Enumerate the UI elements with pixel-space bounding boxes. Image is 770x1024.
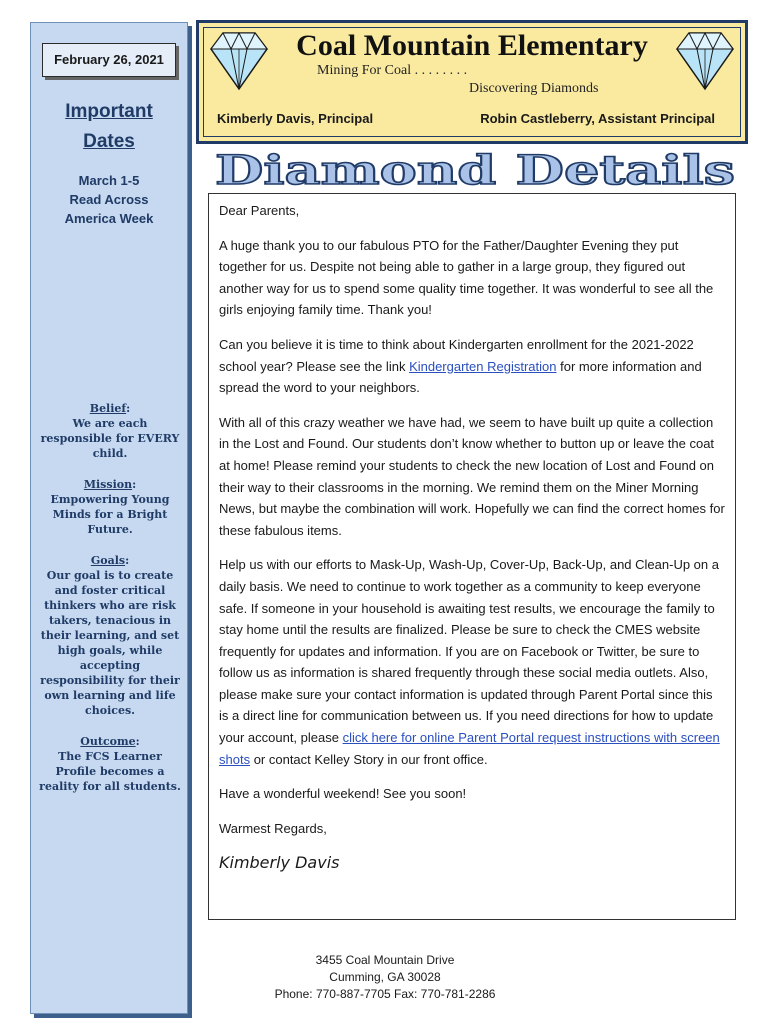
newsletter-masthead xyxy=(212,146,738,196)
school-name: Coal Mountain Elementary xyxy=(296,29,648,62)
school-values xyxy=(39,401,181,810)
principal-letter xyxy=(208,193,736,920)
letter-paragraph: With all of this crazy weather we have had, we seem to have built up quite a collection in the Lost and Found. Our students don’t know whether to button up or leave the coat at home! Please remind your students to check the new location of Lost and Found on their way to their classrooms in the morning. We remind them on the Miner Morning News, but maybe the combination will work. Hopefully we can find the correct homes for these fabulous items. xyxy=(219,414,725,538)
belief-text: We are each responsible for EVERY child. xyxy=(40,417,180,460)
address-line: 3455 Coal Mountain Drive xyxy=(315,953,455,967)
goals-heading: Goals xyxy=(90,554,126,567)
goals-text: Our goal is to create and foster critical thinkers who are risk takers, tenacious in their learning, and set high goals, while accepting responsibility for their own learning and life choices. xyxy=(40,569,180,717)
principal-name: Kimberly Davis, Principal xyxy=(217,111,374,126)
address-line: Cumming, GA 30028 xyxy=(329,970,441,984)
belief-block: Belief: We are each responsible for EVERY child. xyxy=(40,402,180,460)
outcome-block: Outcome: The FCS Learner Profile becomes a reality for all students. xyxy=(39,735,181,793)
goals-block: Goals: Our goal is to create and foster critical thinkers who are risk takers, tenacious in their learning, and set high goals, while accepting responsibility for their own learning and life choices. xyxy=(40,554,180,717)
letter-paragraph: A huge thank you to our fabulous PTO for the Father/Daughter Evening they put together for us. Despite not being able to gather in a large group, they figured out another way for us to spend some quality time together. It was wonderful to see all the girls enjoying family time. Thank you! xyxy=(219,237,714,318)
belief-heading: Belief xyxy=(89,402,127,415)
principal-signature: Kimberly Davis xyxy=(219,853,340,873)
newsletter-date: February 26, 2021 xyxy=(42,43,176,77)
sidebar xyxy=(30,22,188,1014)
letter-closing: Warmest Regards, xyxy=(219,820,327,836)
school-header xyxy=(196,20,748,144)
kindergarten-registration-link[interactable]: Kindergarten Registration xyxy=(409,358,557,374)
assistant-principal-name: Robin Castleberry, Assistant Principal xyxy=(480,111,715,126)
letter-paragraph: Can you believe it is time to think about Kindergarten enrollment for the 2021-2022 school year? Please see the link Kindergarten Registration for more information and spread the word to your neighbors. xyxy=(219,336,702,396)
outcome-text: The FCS Learner Profile becomes a reality for all students. xyxy=(39,750,181,793)
diamond-icon xyxy=(675,29,735,91)
school-address-footer xyxy=(210,952,560,1003)
phone-fax: Phone: 770-887-7705 Fax: 770-781-2286 xyxy=(274,987,496,1001)
letter-paragraph: Have a wonderful weekend! See you soon! xyxy=(219,786,467,802)
important-dates-title: Important Dates xyxy=(65,101,153,152)
parent-portal-instructions-link[interactable]: click here for online Parent Portal request instructions with screen shots xyxy=(219,730,720,767)
important-date-event: March 1-5 Read Across America Week xyxy=(64,173,154,226)
masthead-title: Diamond Details xyxy=(215,147,735,194)
letter-greeting: Dear Parents, xyxy=(219,203,300,218)
mission-heading: Mission xyxy=(83,478,133,491)
mission-text: Empowering Young Minds for a Bright Future. xyxy=(50,493,170,536)
letter-paragraph: Help us with our efforts to Mask-Up, Wash-Up, Cover-Up, Back-Up, and Clean-Up on a daily basis. We need to continue to work together as a community to keep everyone safe. If someone in your household is awaiting test results, we encourage the family to stay home until the results are finalized. Please be sure to check the CMES website frequently for updates and information. If you are on Facebook or Twitter, be sure to follow us as information is shared frequently through these social media outlets. Also, please make sure your contact information is updated through Parent Portal since this is a direct line for communication between us. If you need directions for how to update your account, please click here for online Parent Portal request instructions with screen shots or contact Kelley Story in our front office. xyxy=(219,557,720,767)
outcome-heading: Outcome xyxy=(80,735,136,748)
tagline-discovering: Discovering Diamonds xyxy=(469,81,599,96)
tagline-mining: Mining For Coal . . . . . . . . xyxy=(317,63,468,78)
mission-block: Mission: Empowering Young Minds for a Bright Future. xyxy=(39,477,181,537)
